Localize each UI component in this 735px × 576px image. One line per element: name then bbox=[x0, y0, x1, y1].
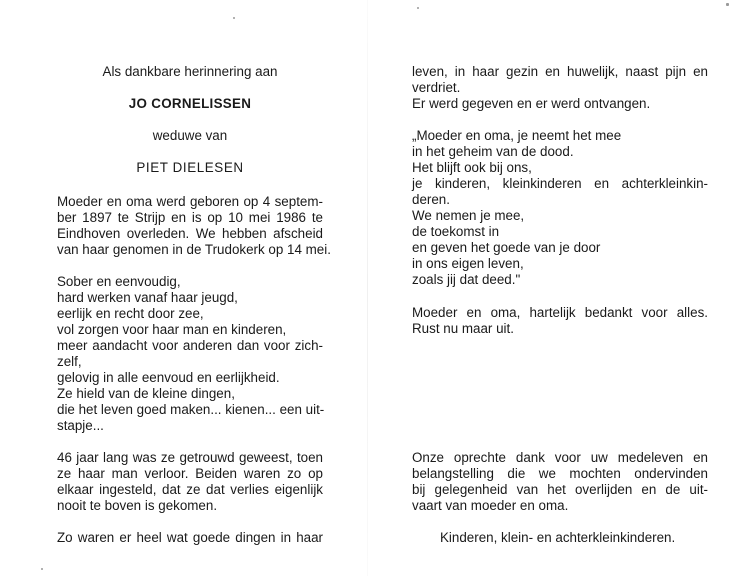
poem-line: Ze hield van de kleine dingen, bbox=[57, 386, 235, 401]
quote-line: je kinderen, kleinkinderen en achterkleinkin- bbox=[412, 176, 708, 191]
quote-line: zoals jij dat deed." bbox=[412, 272, 521, 287]
spouse-name: PIET DIELESEN bbox=[136, 160, 244, 175]
bio-line: Moeder en oma werd geboren op 4 septem- bbox=[57, 194, 323, 209]
quote-line: in ons eigen leven, bbox=[412, 256, 524, 271]
marriage-line: 46 jaar lang was ze getrouwd geweest, toen bbox=[57, 450, 323, 465]
continuation-line: verdriet. bbox=[412, 80, 461, 95]
poem-line: die het leven goed maken... kienen... een uit- bbox=[57, 402, 325, 417]
quote-line: „Moeder en oma, je neemt het mee bbox=[412, 128, 622, 143]
quote-line: en geven het goede van je door bbox=[412, 240, 601, 255]
poem-line: gelovig in alle eenvoud en eerlijkheid. bbox=[57, 370, 280, 385]
poem-line: hard werken vanaf haar jeugd, bbox=[57, 290, 238, 305]
marriage-line: nooit te boven is gekomen. bbox=[57, 498, 218, 513]
quote-line: Het blijft ook bij ons, bbox=[412, 160, 532, 175]
continuation-line: Er werd gegeven en er werd ontvangen. bbox=[412, 96, 651, 111]
gratitude-line: bij gelegenheid van het overlijden en de uit- bbox=[412, 482, 708, 497]
poem-line: vol zorgen voor haar man en kinderen, bbox=[57, 322, 287, 337]
quote-line: de toekomst in bbox=[412, 224, 500, 239]
thanks-line: Moeder en oma, hartelijk bedankt voor alles. bbox=[412, 305, 708, 320]
scan-speck bbox=[41, 568, 43, 570]
bio-line: Eindhoven overleden. We hebben afscheid bbox=[57, 226, 323, 241]
signature-line: Kinderen, klein- en achterkleinkinderen. bbox=[440, 530, 676, 545]
continuation-line: leven, in haar gezin en huwelijk, naast pijn en bbox=[412, 64, 708, 79]
bio-line: van haar genomen in de Trudokerk op 14 mei. bbox=[57, 242, 331, 257]
relation-line: weduwe van bbox=[152, 128, 228, 143]
scan-speck bbox=[726, 3, 729, 6]
gratitude-line: belangstelling die we mochten ondervinden bbox=[412, 466, 708, 481]
gratitude-line: vaart van moeder en oma. bbox=[412, 498, 569, 513]
deceased-name: JO CORNELISSEN bbox=[128, 96, 252, 111]
intro-line: Als dankbare herinnering aan bbox=[102, 64, 278, 79]
quote-line: in het geheim van de dood. bbox=[412, 144, 574, 159]
scan-speck bbox=[233, 17, 235, 19]
marriage-line: ze haar man verloor. Beiden waren zo op bbox=[57, 466, 323, 481]
poem-line: zelf, bbox=[57, 354, 82, 369]
closing-line: Zo waren er heel wat goede dingen in haar bbox=[57, 530, 323, 545]
scan-speck bbox=[417, 7, 419, 9]
marriage-line: elkaar ingesteld, dat ze dat verlies eigenlijk bbox=[57, 482, 323, 497]
card-fold bbox=[367, 0, 368, 576]
poem-line: stapje... bbox=[57, 418, 104, 433]
quote-line: deren. bbox=[412, 192, 450, 207]
quote-line: We nemen je mee, bbox=[412, 208, 525, 223]
gratitude-line: Onze oprechte dank voor uw medeleven en bbox=[412, 450, 708, 465]
thanks-line: Rust nu maar uit. bbox=[412, 321, 514, 336]
poem-line: meer aandacht voor anderen dan voor zich- bbox=[57, 338, 323, 353]
poem-line: eerlijk en recht door zee, bbox=[57, 306, 204, 321]
bio-line: ber 1897 te Strijp en is op 10 mei 1986 te bbox=[57, 210, 323, 225]
poem-line: Sober en eenvoudig, bbox=[57, 274, 181, 289]
